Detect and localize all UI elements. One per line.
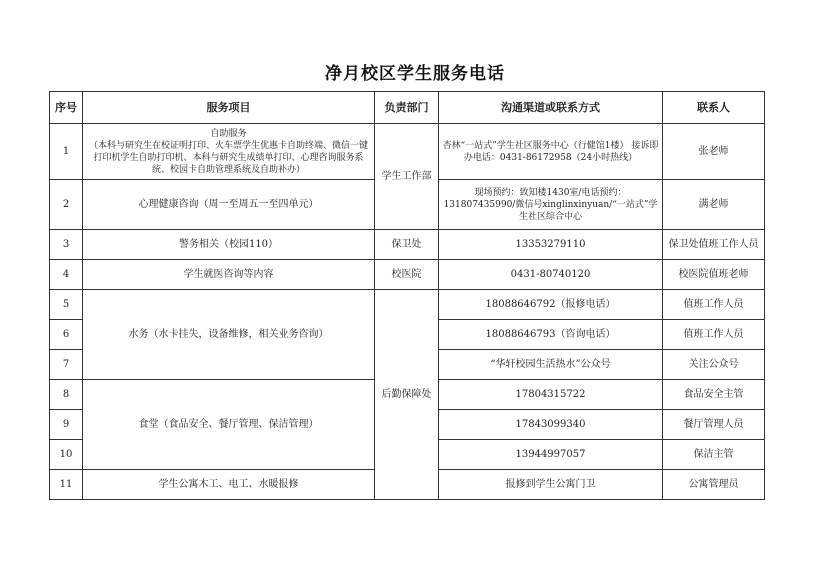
service-cell: 学生公寓木工、电工、水暖报修 <box>83 470 375 500</box>
contact-person-cell: 值班工作人员 <box>663 290 765 320</box>
table-row <box>50 230 765 260</box>
row-number: 1 <box>50 124 83 180</box>
contact-person-cell: 公寓管理员 <box>663 470 765 500</box>
service-cell: 水务（水卡挂失，设备维修，相关业务咨询） <box>83 290 375 380</box>
table-row <box>50 124 765 180</box>
contact-cell: 18088646792（报修电话） <box>439 290 663 320</box>
row-number: 8 <box>50 380 83 410</box>
contact-person-cell: 满老师 <box>663 180 765 230</box>
contact-cell: 18088646793（咨询电话） <box>439 320 663 350</box>
header-department: 负责部门 <box>375 92 439 124</box>
contact-cell: 13944997057 <box>439 440 663 470</box>
contact-person-cell: 校医院值班老师 <box>663 260 765 290</box>
row-number: 7 <box>50 350 83 380</box>
row-number: 11 <box>50 470 83 500</box>
service-phone-table <box>49 91 765 500</box>
header-no: 序号 <box>50 92 83 124</box>
department-cell: 校医院 <box>375 260 439 290</box>
department-cell: 学生工作部 <box>375 124 439 230</box>
service-cell: 心理健康咨询（周一至周五一至四单元） <box>83 180 375 230</box>
table-row <box>50 290 765 320</box>
service-cell: 警务相关（校园110） <box>83 230 375 260</box>
table-row <box>50 260 765 290</box>
contact-cell: “华轩校园生活热水”公众号 <box>439 350 663 380</box>
contact-cell: 杏林“一站式”学生社区服务中心（行健馆1楼） 接诉即办电话：0431-86172958（24小时热线） <box>439 124 663 180</box>
contact-person-cell: 张老师 <box>663 124 765 180</box>
page-title: 净月校区学生服务电话 <box>325 64 505 84</box>
row-number: 10 <box>50 440 83 470</box>
header-contact-channel: 沟通渠道或联系方式 <box>439 92 663 124</box>
row-number: 6 <box>50 320 83 350</box>
row-number: 2 <box>50 180 83 230</box>
contact-person-cell: 食品安全主管 <box>663 380 765 410</box>
service-cell: 食堂（食品安全、餐厅管理、保洁管理） <box>83 380 375 470</box>
row-number: 5 <box>50 290 83 320</box>
header-contact-person: 联系人 <box>663 92 765 124</box>
row-number: 9 <box>50 410 83 440</box>
service-title: 自助服务 <box>210 128 247 139</box>
contact-cell: 13353279110 <box>439 230 663 260</box>
contact-person-cell: 关注公众号 <box>663 350 765 380</box>
service-cell <box>83 124 375 180</box>
row-number: 3 <box>50 230 83 260</box>
contact-person-cell: 保卫处值班工作人员 <box>663 230 765 260</box>
table-header-row <box>50 92 765 124</box>
contact-cell: 报修到学生公寓门卫 <box>439 470 663 500</box>
contact-person-cell: 餐厅管理人员 <box>663 410 765 440</box>
service-detail: （本科与研究生在校证明打印、火车票学生优惠卡自助终端、微信一键打印机学生自助打印机、本科与研究生成绩单打印、心理咨询服务系统、校园卡自助管理系统及自助补办） <box>88 140 368 175</box>
department-cell: 保卫处 <box>375 230 439 260</box>
contact-cell: 17843099340 <box>439 410 663 440</box>
contact-person-cell: 保洁主管 <box>663 440 765 470</box>
contact-person-cell: 值班工作人员 <box>663 320 765 350</box>
header-service: 服务项目 <box>83 92 375 124</box>
contact-cell: 0431-80740120 <box>439 260 663 290</box>
service-cell: 学生就医咨询等内容 <box>83 260 375 290</box>
row-number: 4 <box>50 260 83 290</box>
contact-cell: 17804315722 <box>439 380 663 410</box>
contact-cell: 现场预约：致知楼1430室/电话预约：131807435990/微信号xinglinxinyuan/“一站式”学生社区综合中心 <box>439 180 663 230</box>
department-cell: 后勤保障处 <box>375 290 439 500</box>
